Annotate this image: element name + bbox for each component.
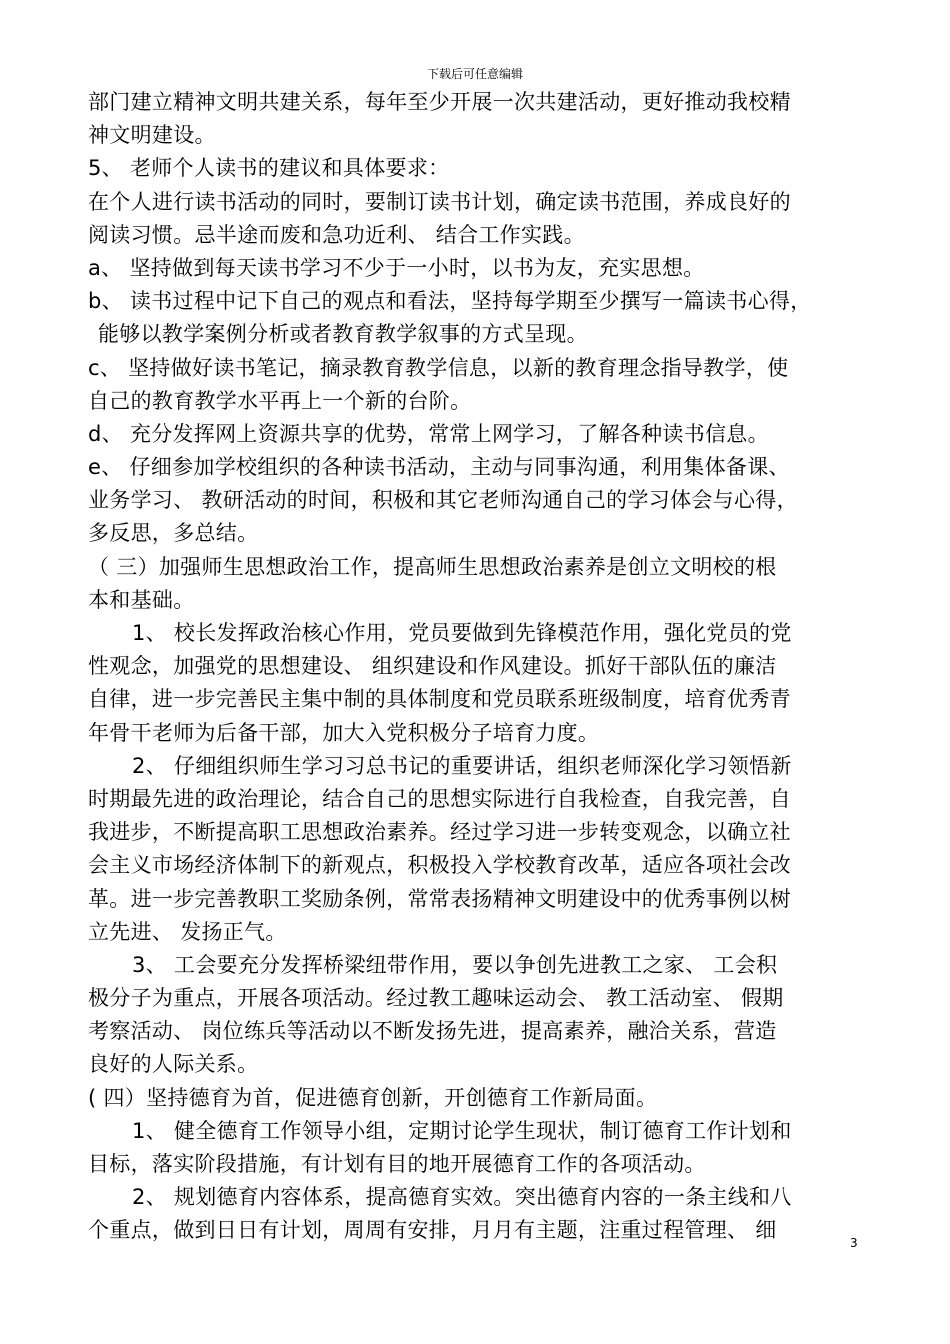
text-line: e、 仔细参加学校组织的各种读书活动，主动与同事沟通，利用集体备课、 xyxy=(88,455,790,480)
text-line: 5、 老师个人读书的建议和具体要求： xyxy=(88,156,450,181)
text-line: 部门建立精神文明共建关系，每年至少开展一次共建活动，更好推动我校精 xyxy=(88,90,791,114)
text-line: 1、 校长发挥政治核心作用，党员要做到先锋模范作用，强化党员的党 xyxy=(132,621,792,645)
text-line: c、 坚持做好读书笔记，摘录教育教学信息，以新的教育理念指导教学，使 xyxy=(88,355,789,380)
text-line: 革。进一步完善教职工奖励条例，常常表扬精神文明建设中的优秀事例以树 xyxy=(88,886,791,911)
text-line: b、 读书过程中记下自己的观点和看法，坚持每学期至少撰写一篇读书心得， xyxy=(88,289,812,314)
text-line: 自律，进一步完善民主集中制的具体制度和党员联系班级制度，培育优秀青 xyxy=(88,687,791,712)
text-line: a、 坚持做到每天读书学习不少于一小时，以书为友，充实思想。 xyxy=(88,255,705,280)
text-line: 考察活动、 岗位练兵等活动以不断发扬先进，提高素养，融洽关系，营造 xyxy=(88,1019,777,1044)
section-heading: （ 三）加强师生思想政治工作，提高师生思想政治素养是创立文明校的根 xyxy=(88,554,777,579)
text-line: 时期最先进的政治理论，结合自己的思想实际进行自我检查，自我完善，自 xyxy=(88,786,791,811)
text-line: 年骨干老师为后备干部，加大入党积极分子培育力度。 xyxy=(88,720,600,745)
text-line: 目标，落实阶段措施，有计划有目的地开展德育工作的各项活动。 xyxy=(88,1152,706,1176)
page-number: 3 xyxy=(850,1236,858,1250)
text-line: 极分子为重点，开展各项活动。经过教工趣味运动会、 教工活动室、 假期 xyxy=(88,986,784,1011)
text-line: 多反思，多总结。 xyxy=(88,521,259,546)
text-line: 个重点，做到日日有计划，周周有安排，月月有主题，注重过程管理、 细 xyxy=(88,1218,777,1243)
text-line: 能够以教学案例分析或者教育教学叙事的方式呈现。 xyxy=(98,322,588,347)
text-line: 本和基础。 xyxy=(88,587,195,612)
text-line: 我进步，不断提高职工思想政治素养。经过学习进一步转变观念，以确立社 xyxy=(88,820,791,845)
text-line: 性观念，加强党的思想建设、 组织建设和作风建设。抓好干部队伍的廉洁 xyxy=(88,654,777,679)
text-line: 1、 健全德育工作领导小组，定期讨论学生现状，制订德育工作计划和 xyxy=(132,1118,792,1143)
text-line: 在个人进行读书活动的同时，要制订读书计划，确定读书范围，养成良好的 xyxy=(88,189,791,214)
text-line: 立先进、 发扬正气。 xyxy=(88,919,287,944)
text-line: 神文明建设。 xyxy=(88,123,216,148)
text-line: 会主义市场经济体制下的新观点，积极投入学校教育改革，适应各项社会改 xyxy=(88,853,791,878)
text-line: 阅读习惯。忌半途而废和急功近利、 结合工作实践。 xyxy=(88,222,585,247)
text-line: 2、 仔细组织师生学习习总书记的重要讲话，组织老师深化学习领悟新 xyxy=(132,753,792,778)
page-header: 下载后可任意编辑 xyxy=(426,67,523,81)
document-body xyxy=(88,86,866,1248)
text-line: 2、 规划德育内容体系，提高德育实效。突出德育内容的一条主线和八 xyxy=(132,1185,792,1210)
text-line: 自己的教育教学水平再上一个新的台阶。 xyxy=(88,388,472,413)
section-heading: ( 四）坚持德育为首，促进德育创新，开创德育工作新局面。 xyxy=(88,1085,658,1110)
text-line: d、 充分发挥网上资源共享的优势，常常上网学习，了解各种读书信息。 xyxy=(88,421,769,446)
text-line: 业务学习、 教研活动的时间，积极和其它老师沟通自己的学习体会与心得， xyxy=(88,488,798,513)
text-line: 良好的人际关系。 xyxy=(88,1052,259,1077)
text-line: 3、 工会要充分发挥桥梁纽带作用，要以争创先进教工之家、 工会积 xyxy=(132,952,778,977)
